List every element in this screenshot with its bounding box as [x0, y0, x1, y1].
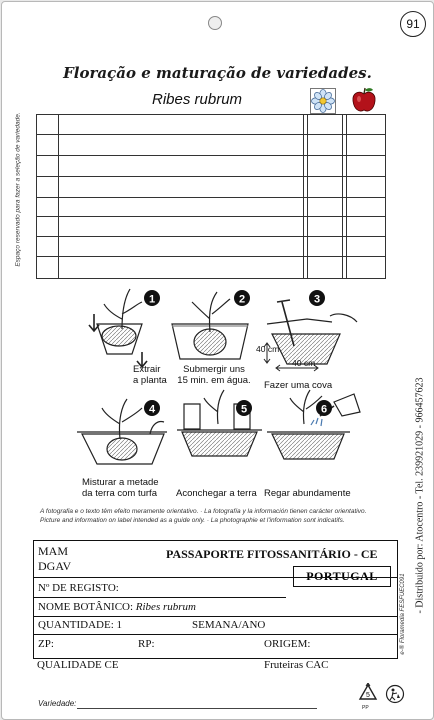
semana-label: SEMANA/ANO	[192, 619, 266, 631]
step1-caption: Extrair a planta	[133, 364, 167, 386]
step1-illustration	[89, 289, 147, 367]
plant-passport-box	[33, 540, 398, 659]
variedade-line	[77, 708, 317, 709]
step2-number: 2	[238, 293, 246, 306]
reserved-space-note: Espaço reservado para fazer a seleção de variedade.	[14, 112, 22, 267]
step5-illustration	[177, 390, 262, 456]
producer-code-side-text: e-® Floramedia FESFUEC091	[400, 573, 406, 655]
step6-illustration	[267, 390, 360, 459]
step6-number: 6	[320, 403, 328, 416]
disclaimer-line-1: A fotografia e o texto têm efeito meramente orientativo. · La fotografía y la información tienen carácter orientativo.	[40, 508, 367, 515]
card-title: Floração e maturação de variedades.	[63, 64, 372, 82]
planting-steps-illustration	[72, 284, 362, 499]
card-number: 91	[400, 11, 426, 37]
variedade-label: Variedade:	[38, 699, 77, 708]
recycle-pp-label: PP	[362, 705, 369, 711]
svg-text:5: 5	[366, 692, 370, 699]
step5-caption: Aconchegar a terra	[176, 488, 257, 499]
step4-number: 4	[148, 403, 156, 416]
step3-width-label: 40 cm	[292, 358, 316, 368]
step5-number: 5	[240, 403, 248, 416]
producer-line-1: MAM	[38, 544, 69, 558]
step3-number: 3	[313, 293, 321, 306]
step1-number: 1	[148, 293, 156, 306]
apple-icon	[351, 87, 377, 114]
quality-label: QUALIDADE CE	[37, 659, 119, 671]
step6-caption: Regar abundamente	[264, 488, 351, 499]
step2-caption: Submergir uns 15 min. em água.	[177, 364, 251, 386]
origem-label: ORIGEM:	[264, 638, 311, 650]
producer-line-2: DGAV	[38, 559, 72, 573]
flower-icon	[310, 88, 336, 114]
species-name: Ribes rubrum	[152, 91, 243, 108]
hang-hole	[208, 16, 222, 30]
plant-label-card	[1, 1, 434, 720]
quantidade-label: QUANTIDADE: 1	[38, 619, 123, 631]
country-box: PORTUGAL	[293, 566, 391, 587]
step3-depth-label: 40 cm	[256, 344, 280, 354]
recycle-pp-icon	[358, 683, 378, 705]
tidyman-icon	[385, 684, 405, 704]
disclaimer-line-2: Picture and information on label intended as a guide only. · La photographie et l'information sont indicatifs.	[40, 517, 345, 524]
step4-caption: Misturar a metade da terra com turfa	[82, 477, 159, 499]
botanico-label: NOME BOTÂNICO: Ribes rubrum	[38, 601, 196, 613]
registo-label: Nº DE REGISTO:	[38, 582, 119, 594]
step3-caption: Fazer uma cova	[264, 380, 333, 391]
zp-label: ZP:	[38, 638, 54, 650]
rp-label: RP:	[138, 638, 155, 650]
passport-heading: PASSAPORTE FITOSSANITÁRIO - CE	[166, 547, 378, 561]
botanico-value: Ribes rubrum	[135, 601, 196, 613]
quality-value: Fruteiras CAC	[264, 659, 329, 671]
distributor-side-text: - Distribuido por: Atocentro - Tel. 239921029 - 966457623	[414, 377, 426, 614]
variety-selection-grid	[36, 114, 386, 279]
